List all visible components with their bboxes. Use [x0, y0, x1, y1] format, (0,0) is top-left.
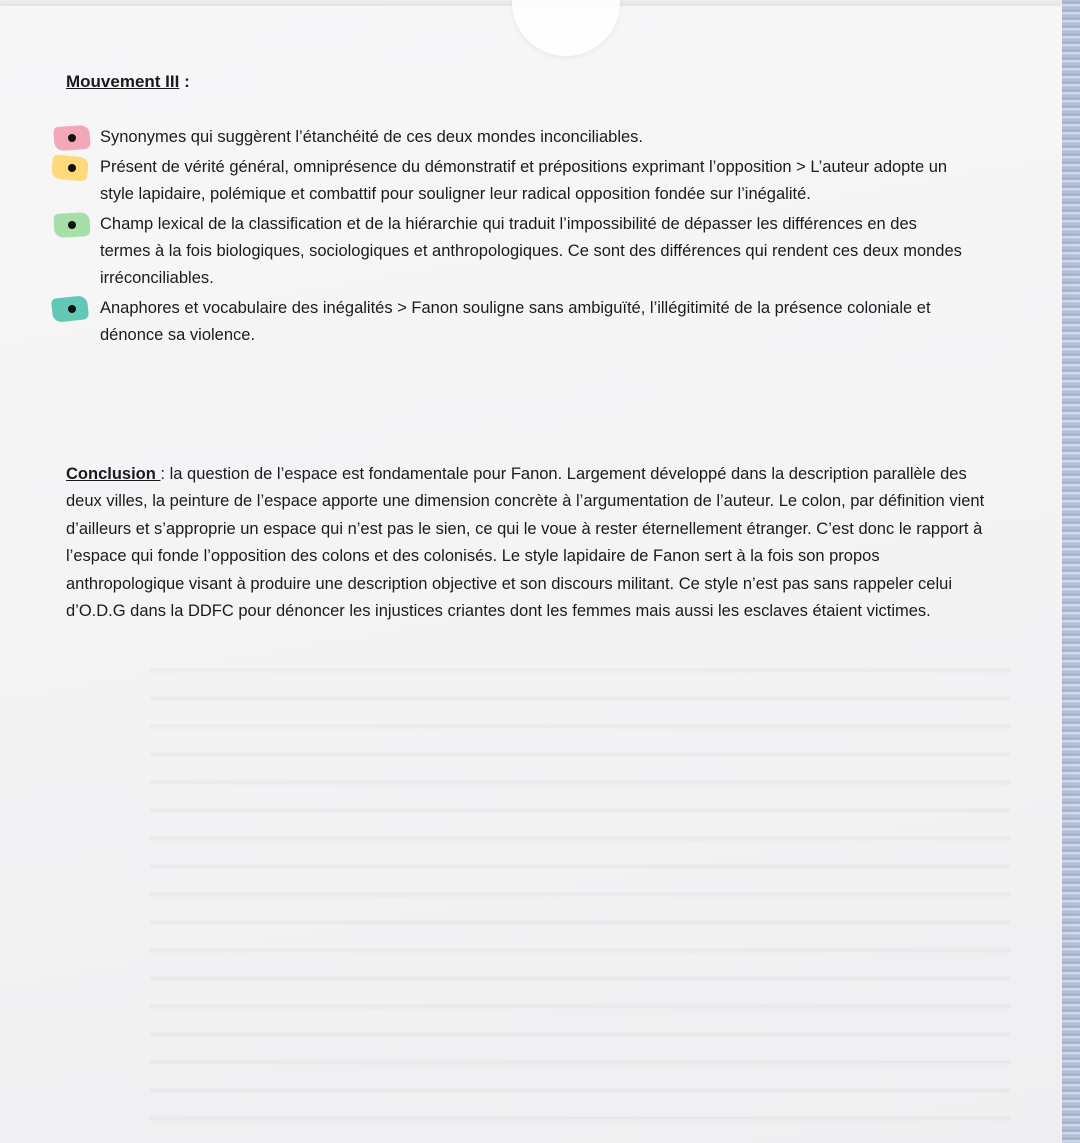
bullet-item — [0, 211, 970, 292]
conclusion-text: : la question de l’espace est fondamentale pour Fanon. Largement développé dans la description parallèle des deux villes, la peinture de l’espace apporte une dimension concrète à l’argumentation de l’auteur. Le colon, par définition vient d’ailleurs et s’approprie un espace qui n’est pas le sien, ce qui le voue à rester éternellement étranger. C’est donc le rapport à l’espace qui fonde l’opposition des colons et des colonisés. Le style lapidaire de Fanon sert à la fois son propos anthropologique visant à produire une description objective et son discours militant. Ce style n’est pas sans rappeler celui d’O.D.G dans la DDFC pour dénoncer les injustices criantes dont les femmes mais aussi les esclaves étaient victimes. — [66, 464, 985, 620]
bullet-dot-icon — [68, 305, 76, 313]
bullet-dot-icon — [68, 221, 76, 229]
paper-sheet — [0, 6, 1062, 1143]
sleeve-notch — [512, 0, 620, 56]
conclusion-paragraph — [66, 461, 996, 626]
conclusion-label: Conclusion — [66, 464, 161, 483]
bullet-item — [0, 124, 970, 151]
sleeve-edge — [1062, 0, 1080, 1143]
show-through-text — [150, 646, 1010, 1126]
section-heading — [66, 72, 190, 92]
bullet-list — [0, 124, 1000, 352]
heading-title: Mouvement III — [66, 72, 180, 91]
bullet-text: Anaphores et vocabulaire des inégalités > Fanon souligne sans ambiguïté, l’illégitimité de la présence coloniale et dénonce sa violence. — [100, 299, 931, 344]
bullet-item — [0, 154, 970, 208]
bullet-text: Champ lexical de la classification et de la hiérarchie qui traduit l’impossibilité de dépasser les différences en des termes à la fois biologiques, sociologiques et anthropologiques. Ce sont des différences qui rendent ces deux mondes irréconciliables. — [100, 215, 962, 287]
bullet-item — [0, 295, 970, 349]
bullet-text: Synonymes qui suggèrent l’étanchéité de ces deux mondes inconciliables. — [100, 128, 643, 146]
heading-suffix: : — [179, 72, 190, 91]
bullet-dot-icon — [68, 164, 76, 172]
bullet-text: Présent de vérité général, omniprésence du démonstratif et prépositions exprimant l’opposition > L’auteur adopte un style lapidaire, polémique et combattif pour souligner leur radical opposition fondée sur l’inégalité. — [100, 158, 948, 203]
bullet-dot-icon — [68, 134, 76, 142]
